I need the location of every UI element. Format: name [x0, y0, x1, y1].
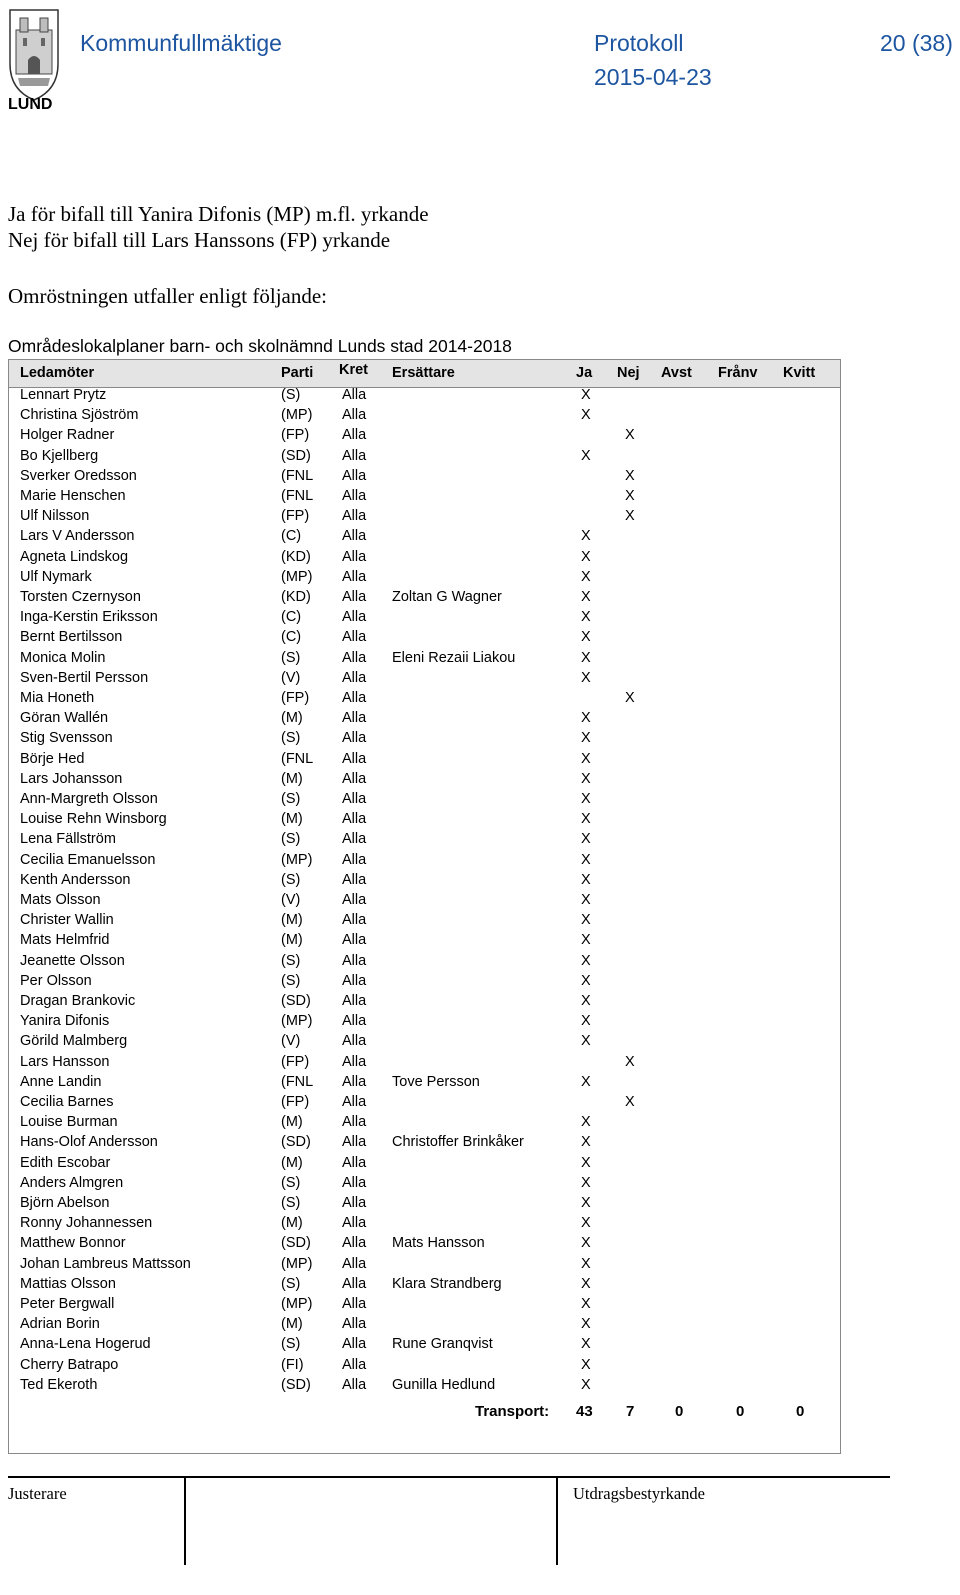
- vote-ja: X: [581, 1376, 591, 1393]
- member-kret: Alla: [342, 1296, 367, 1312]
- member-name: Anne Landin: [20, 1073, 102, 1090]
- table-row: [9, 387, 840, 407]
- member-kret: Alla: [342, 427, 367, 444]
- member-name: Edith Escobar: [20, 1154, 111, 1171]
- member-kret: Alla: [342, 710, 367, 727]
- member-party: (S): [281, 952, 301, 969]
- vote-ja: X: [581, 568, 591, 585]
- member-name: Lena Fällström: [20, 831, 116, 848]
- member-kret: Alla: [342, 568, 367, 585]
- transport-avst: 0: [675, 1403, 684, 1420]
- member-substitute: Mats Hansson: [392, 1235, 485, 1252]
- member-substitute: Klara Strandberg: [392, 1275, 502, 1292]
- table-row: [9, 427, 840, 447]
- member-name: Adrian Borin: [20, 1316, 100, 1333]
- member-party: (S): [281, 871, 301, 888]
- vote-nej: X: [625, 690, 635, 706]
- header-parti: Parti: [281, 365, 314, 381]
- member-party: (FNL: [281, 467, 314, 484]
- member-name: Göran Wallén: [20, 710, 109, 727]
- vote-table: [8, 359, 841, 1454]
- footer-divider-2: [556, 1476, 558, 1565]
- table-row: [9, 528, 840, 548]
- table-row: [9, 973, 840, 993]
- footer-justerare: Justerare: [8, 1484, 67, 1503]
- vote-ja: X: [581, 1134, 591, 1151]
- member-party: (S): [281, 972, 301, 989]
- member-party: (SD): [281, 993, 311, 1009]
- member-name: Peter Bergwall: [20, 1296, 115, 1312]
- member-party: (FNL: [281, 1073, 314, 1090]
- header-ledamoter: Ledamöter: [20, 365, 95, 381]
- member-kret: Alla: [342, 690, 367, 706]
- header-kret: Kret: [339, 362, 369, 378]
- member-party: (S): [281, 791, 301, 807]
- vote-ja: X: [581, 649, 591, 666]
- member-name: Bo Kjellberg: [20, 447, 99, 464]
- table-row: [9, 1114, 840, 1134]
- table-row: [9, 1357, 840, 1377]
- vote-nej: X: [625, 427, 635, 444]
- member-kret: Alla: [342, 972, 367, 989]
- member-name: Börje Hed: [20, 750, 85, 767]
- member-name: Matthew Bonnor: [20, 1235, 126, 1252]
- transport-row: [9, 1403, 840, 1423]
- vote-ja: X: [581, 972, 591, 989]
- member-name: Dragan Brankovic: [20, 993, 136, 1009]
- vote-nej: X: [625, 467, 635, 484]
- member-kret: Alla: [342, 1336, 367, 1353]
- table-row: [9, 751, 840, 771]
- header-kvitt: Kvitt: [783, 365, 816, 381]
- member-kret: Alla: [342, 1033, 367, 1050]
- member-name: Görild Malmberg: [20, 1033, 128, 1050]
- member-party: (M): [281, 912, 303, 929]
- member-name: Torsten Czernyson: [20, 589, 141, 605]
- member-kret: Alla: [342, 508, 367, 525]
- vote-ja: X: [581, 528, 591, 545]
- member-kret: Alla: [342, 589, 367, 605]
- member-party: (S): [281, 730, 301, 747]
- member-name: Monica Molin: [20, 649, 106, 666]
- header-ersattare: Ersättare: [392, 365, 455, 381]
- member-kret: Alla: [342, 1275, 367, 1292]
- member-party: (S): [281, 1195, 301, 1211]
- member-name: Cecilia Emanuelsson: [20, 851, 156, 868]
- member-party: (S): [281, 831, 301, 848]
- member-name: Björn Abelson: [20, 1195, 110, 1211]
- member-kret: Alla: [342, 1154, 367, 1171]
- footer-rule-left: [8, 1476, 556, 1478]
- table-row: [9, 1134, 840, 1154]
- member-name: Lennart Prytz: [20, 387, 107, 403]
- member-kret: Alla: [342, 932, 367, 949]
- member-kret: Alla: [342, 952, 367, 969]
- transport-label: Transport:: [475, 1403, 550, 1420]
- member-name: Mattias Olsson: [20, 1275, 116, 1292]
- vote-ja: X: [581, 1195, 591, 1211]
- member-kret: Alla: [342, 770, 367, 787]
- table-row: [9, 1377, 840, 1397]
- table-row: [9, 1094, 840, 1114]
- vote-ja: X: [581, 1154, 591, 1171]
- header-nej: Nej: [617, 365, 640, 381]
- member-name: Hans-Olof Andersson: [20, 1134, 158, 1151]
- member-party: (M): [281, 770, 303, 787]
- member-name: Ulf Nilsson: [20, 508, 90, 525]
- vote-ja: X: [581, 669, 591, 686]
- member-kret: Alla: [342, 1195, 367, 1211]
- table-row: [9, 993, 840, 1013]
- vote-ja: X: [581, 1255, 591, 1272]
- table-row: [9, 932, 840, 952]
- member-name: Mats Helmfrid: [20, 932, 110, 949]
- vote-ja: X: [581, 1235, 591, 1252]
- vote-ja: X: [581, 1356, 591, 1373]
- member-party: (C): [281, 528, 302, 545]
- member-kret: Alla: [342, 528, 367, 545]
- member-name: Yanira Difonis: [20, 1013, 110, 1030]
- vote-ja: X: [581, 993, 591, 1009]
- table-row: [9, 1215, 840, 1235]
- member-kret: Alla: [342, 629, 367, 646]
- member-kret: Alla: [342, 669, 367, 686]
- table-row: [9, 629, 840, 649]
- vote-ja: X: [581, 1336, 591, 1353]
- vote-nej: X: [625, 1094, 635, 1110]
- member-party: (M): [281, 1154, 303, 1171]
- vote-ja: X: [581, 952, 591, 969]
- member-name: Ronny Johannessen: [20, 1215, 153, 1232]
- table-row: [9, 549, 840, 569]
- member-party: (C): [281, 629, 302, 646]
- member-kret: Alla: [342, 1073, 367, 1090]
- member-kret: Alla: [342, 791, 367, 807]
- member-kret: Alla: [342, 1356, 367, 1373]
- member-party: (KD): [281, 589, 311, 605]
- member-party: (FP): [281, 508, 310, 525]
- member-party: (SD): [281, 447, 311, 464]
- table-header: [9, 360, 840, 388]
- member-party: (S): [281, 1275, 301, 1292]
- member-kret: Alla: [342, 488, 367, 504]
- member-kret: Alla: [342, 1215, 367, 1232]
- vote-nej: X: [625, 488, 635, 504]
- document-date: 2015-04-23: [594, 64, 712, 90]
- table-row: [9, 771, 840, 791]
- member-substitute: Zoltan G Wagner: [392, 589, 502, 605]
- vote-ja: X: [581, 1296, 591, 1312]
- member-name: Lars V Andersson: [20, 528, 135, 545]
- member-party: (FP): [281, 1053, 310, 1070]
- member-kret: Alla: [342, 1316, 367, 1333]
- table-row: [9, 1195, 840, 1215]
- member-name: Johan Lambreus Mattsson: [20, 1255, 191, 1272]
- table-row: [9, 488, 840, 508]
- logo-text: LUND: [8, 96, 53, 113]
- table-row: [9, 912, 840, 932]
- vote-ja: X: [581, 912, 591, 929]
- table-row: [9, 1155, 840, 1175]
- member-party: (FP): [281, 690, 310, 706]
- member-name: Inga-Kerstin Eriksson: [20, 609, 158, 626]
- table-row: [9, 589, 840, 609]
- transport-nej: 7: [626, 1403, 635, 1420]
- member-name: Cecilia Barnes: [20, 1094, 114, 1110]
- member-name: Marie Henschen: [20, 488, 126, 504]
- member-name: Agneta Lindskog: [20, 548, 129, 565]
- member-kret: Alla: [342, 447, 367, 464]
- member-party: (MP): [281, 851, 313, 868]
- table-row: [9, 791, 840, 811]
- member-party: (MP): [281, 1296, 313, 1312]
- vote-ja: X: [581, 811, 591, 828]
- member-kret: Alla: [342, 993, 367, 1009]
- member-name: Sven-Bertil Persson: [20, 669, 149, 686]
- member-kret: Alla: [342, 851, 367, 868]
- member-party: (M): [281, 1316, 303, 1333]
- intro-ja-line: Ja för bifall till Yanira Difonis (MP) m.fl. yrkande: [8, 202, 429, 226]
- vote-ja: X: [581, 1073, 591, 1090]
- table-row: [9, 690, 840, 710]
- transport-kvitt: 0: [796, 1403, 805, 1420]
- member-kret: Alla: [342, 407, 367, 424]
- member-party: (KD): [281, 548, 311, 565]
- member-name: Anna-Lena Hogerud: [20, 1336, 151, 1353]
- member-kret: Alla: [342, 1094, 367, 1110]
- member-party: (V): [281, 1033, 301, 1050]
- member-name: Louise Burman: [20, 1114, 118, 1131]
- member-name: Sverker Oredsson: [20, 467, 137, 484]
- member-party: (M): [281, 1215, 303, 1232]
- member-kret: Alla: [342, 811, 367, 828]
- table-row: [9, 1175, 840, 1195]
- document-type: Protokoll: [594, 30, 684, 56]
- member-kret: Alla: [342, 609, 367, 626]
- table-row: [9, 1013, 840, 1033]
- table-row: [9, 1256, 840, 1276]
- footer-utdragsbestyrkande: Utdragsbestyrkande: [573, 1484, 705, 1503]
- transport-franv: 0: [736, 1403, 745, 1420]
- header-franv: Frånv: [718, 365, 758, 381]
- vote-ja: X: [581, 730, 591, 747]
- member-name: Bernt Bertilsson: [20, 629, 123, 646]
- header-ja: Ja: [576, 365, 593, 381]
- member-name: Mia Honeth: [20, 690, 95, 706]
- member-name: Kenth Andersson: [20, 871, 131, 888]
- footer-divider-1: [184, 1476, 186, 1565]
- member-party: (SD): [281, 1134, 311, 1151]
- member-party: (M): [281, 811, 303, 828]
- member-substitute: Eleni Rezaii Liakou: [392, 649, 516, 666]
- member-party: (FP): [281, 1094, 310, 1110]
- member-party: (MP): [281, 1255, 313, 1272]
- table-row: [9, 852, 840, 872]
- member-kret: Alla: [342, 1376, 367, 1393]
- table-row: [9, 1316, 840, 1336]
- member-party: (FP): [281, 427, 310, 444]
- member-name: Cherry Batrapo: [20, 1356, 119, 1373]
- vote-ja: X: [581, 387, 591, 403]
- member-kret: Alla: [342, 730, 367, 747]
- vote-ja: X: [581, 892, 591, 908]
- member-party: (SD): [281, 1376, 311, 1393]
- table-row: [9, 710, 840, 730]
- member-name: Louise Rehn Winsborg: [20, 811, 167, 828]
- table-row: [9, 569, 840, 589]
- table-row: [9, 650, 840, 670]
- member-name: Mats Olsson: [20, 892, 101, 908]
- table-row: [9, 1235, 840, 1255]
- member-name: Ann-Margreth Olsson: [20, 791, 158, 807]
- member-party: (SD): [281, 1235, 311, 1252]
- member-substitute: Tove Persson: [392, 1073, 480, 1090]
- member-party: (M): [281, 710, 303, 727]
- table-row: [9, 1074, 840, 1094]
- member-name: Stig Svensson: [20, 730, 113, 747]
- table-row: [9, 508, 840, 528]
- member-party: (M): [281, 1114, 303, 1131]
- member-name: Christina Sjöström: [20, 407, 139, 424]
- vote-ja: X: [581, 831, 591, 848]
- vote-ja: X: [581, 629, 591, 646]
- member-kret: Alla: [342, 831, 367, 848]
- vote-ja: X: [581, 1114, 591, 1131]
- table-row: [9, 1033, 840, 1053]
- table-row: [9, 448, 840, 468]
- vote-ja: X: [581, 851, 591, 868]
- vote-ja: X: [581, 447, 591, 464]
- vote-ja: X: [581, 1033, 591, 1050]
- table-row: [9, 1296, 840, 1316]
- member-name: Lars Hansson: [20, 1053, 110, 1070]
- member-name: Holger Radner: [20, 427, 115, 444]
- member-kret: Alla: [342, 387, 367, 403]
- vote-ja: X: [581, 750, 591, 767]
- member-kret: Alla: [342, 467, 367, 484]
- transport-ja: 43: [576, 1403, 593, 1420]
- vote-ja: X: [581, 1316, 591, 1333]
- page-number: 20 (38): [880, 30, 953, 56]
- table-row: [9, 1054, 840, 1074]
- member-kret: Alla: [342, 912, 367, 929]
- member-party: (S): [281, 387, 301, 403]
- vote-ja: X: [581, 770, 591, 787]
- vote-nej: X: [625, 508, 635, 525]
- member-name: Jeanette Olsson: [20, 952, 125, 969]
- member-name: Christer Wallin: [20, 912, 114, 929]
- organization-name: Kommunfullmäktige: [80, 30, 282, 56]
- member-name: Ted Ekeroth: [20, 1376, 98, 1393]
- member-party: (FNL: [281, 750, 314, 767]
- intro-nej-line: Nej för bifall till Lars Hanssons (FP) yrkande: [8, 228, 391, 252]
- member-name: Anders Almgren: [20, 1174, 124, 1191]
- table-row: [9, 831, 840, 851]
- member-kret: Alla: [342, 1114, 367, 1131]
- member-kret: Alla: [342, 649, 367, 666]
- vote-ja: X: [581, 609, 591, 626]
- member-party: (M): [281, 932, 303, 949]
- member-kret: Alla: [342, 1235, 367, 1252]
- table-row: [9, 953, 840, 973]
- member-kret: Alla: [342, 548, 367, 565]
- table-row: [9, 811, 840, 831]
- member-kret: Alla: [342, 1053, 367, 1070]
- member-name: Ulf Nymark: [20, 568, 92, 585]
- member-kret: Alla: [342, 1013, 367, 1030]
- member-party: (V): [281, 892, 301, 908]
- vote-ja: X: [581, 1275, 591, 1292]
- vote-ja: X: [581, 1013, 591, 1030]
- table-row: [9, 670, 840, 690]
- vote-ja: X: [581, 791, 591, 807]
- member-substitute: Rune Granqvist: [392, 1336, 493, 1353]
- member-party: (C): [281, 609, 302, 626]
- footer-rule-right: [556, 1476, 890, 1478]
- vote-ja: X: [581, 932, 591, 949]
- header-avst: Avst: [661, 365, 692, 381]
- table-row: [9, 730, 840, 750]
- table-row: [9, 1336, 840, 1356]
- member-kret: Alla: [342, 892, 367, 908]
- member-kret: Alla: [342, 1255, 367, 1272]
- vote-ja: X: [581, 1174, 591, 1191]
- table-title: Områdeslokalplaner barn- och skolnämnd Lunds stad 2014-2018: [8, 336, 512, 356]
- member-kret: Alla: [342, 750, 367, 767]
- member-name: Per Olsson: [20, 972, 92, 989]
- member-name: Lars Johansson: [20, 770, 123, 787]
- member-kret: Alla: [342, 1134, 367, 1151]
- vote-ja: X: [581, 710, 591, 727]
- vote-nej: X: [625, 1053, 635, 1070]
- member-kret: Alla: [342, 1174, 367, 1191]
- table-row: [9, 468, 840, 488]
- table-row: [9, 609, 840, 629]
- vote-ja: X: [581, 589, 591, 605]
- member-kret: Alla: [342, 871, 367, 888]
- member-party: (FNL: [281, 488, 314, 504]
- member-substitute: Gunilla Hedlund: [392, 1376, 496, 1393]
- table-row: [9, 1276, 840, 1296]
- vote-ja: X: [581, 1215, 591, 1232]
- table-row: [9, 872, 840, 892]
- intro-result-line: Omröstningen utfaller enligt följande:: [8, 284, 327, 308]
- member-party: (V): [281, 669, 301, 686]
- member-party: (MP): [281, 1013, 313, 1030]
- member-party: (FI): [281, 1356, 304, 1373]
- vote-ja: X: [581, 407, 591, 424]
- member-party: (MP): [281, 568, 313, 585]
- member-party: (S): [281, 1336, 301, 1353]
- member-substitute: Christoffer Brinkåker: [392, 1134, 524, 1151]
- member-party: (S): [281, 1174, 301, 1191]
- vote-ja: X: [581, 871, 591, 888]
- member-party: (MP): [281, 407, 313, 424]
- table-row: [9, 407, 840, 427]
- table-row: [9, 892, 840, 912]
- vote-ja: X: [581, 548, 591, 565]
- member-party: (S): [281, 649, 301, 666]
